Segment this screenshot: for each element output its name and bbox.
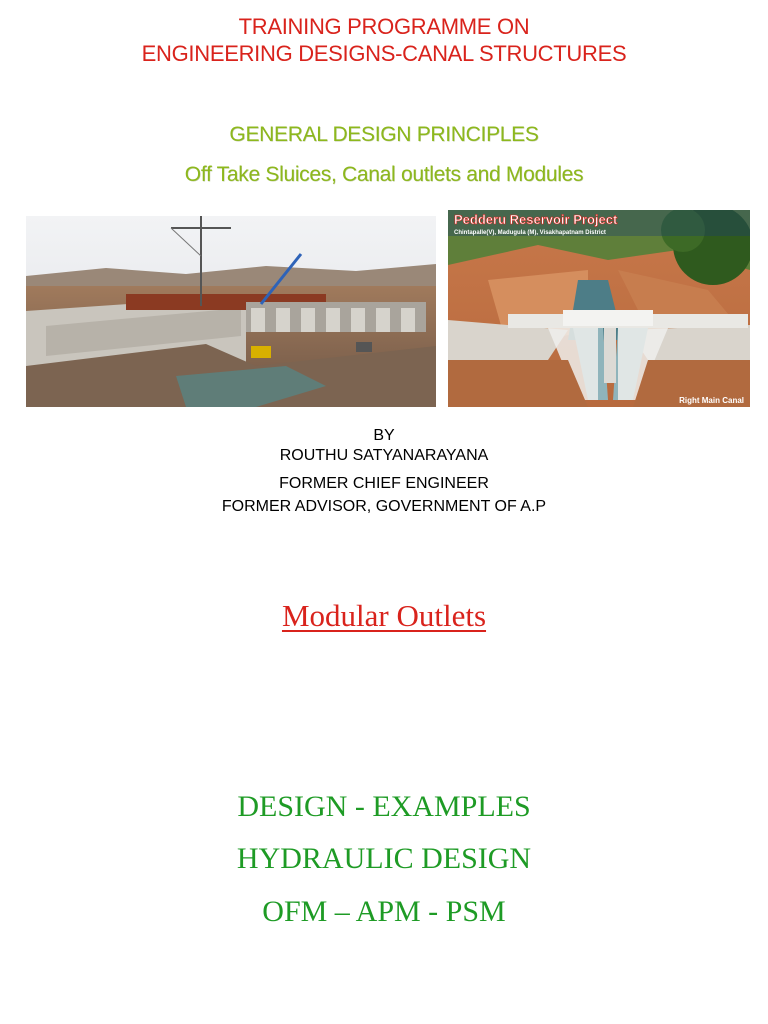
topic-item: HYDRAULIC DESIGN	[236, 842, 532, 875]
header-line-2: ENGINEERING DESIGNS-CANAL STRUCTURES	[141, 41, 627, 66]
topic-item: DESIGN - EXAMPLES	[237, 790, 531, 823]
author-title-2: FORMER ADVISOR, GOVERNMENT OF A.P	[221, 498, 547, 515]
photo-banner: Pedderu Reservoir Project	[454, 212, 618, 227]
photo-subbanner: Chintapalle(V), Madugula (M), Visakhapatnam District	[454, 230, 606, 236]
photo-caption: Right Main Canal	[679, 396, 744, 405]
topic-item: OFM – APM - PSM	[262, 895, 506, 928]
dam-construction-photo	[26, 216, 436, 407]
section-title: Modular Outlets	[281, 598, 487, 633]
canal-photo	[448, 210, 750, 407]
subheader-line-1: GENERAL DESIGN PRINCIPLES	[229, 123, 539, 146]
author-by: BY	[373, 427, 395, 444]
author-title-1: FORMER CHIEF ENGINEER	[279, 475, 489, 492]
subheader-line-2: Off Take Sluices, Canal outlets and Modules	[184, 163, 584, 186]
header-line-1: TRAINING PROGRAMME ON	[238, 14, 530, 39]
author-name: ROUTHU SATYANARAYANA	[279, 447, 489, 464]
